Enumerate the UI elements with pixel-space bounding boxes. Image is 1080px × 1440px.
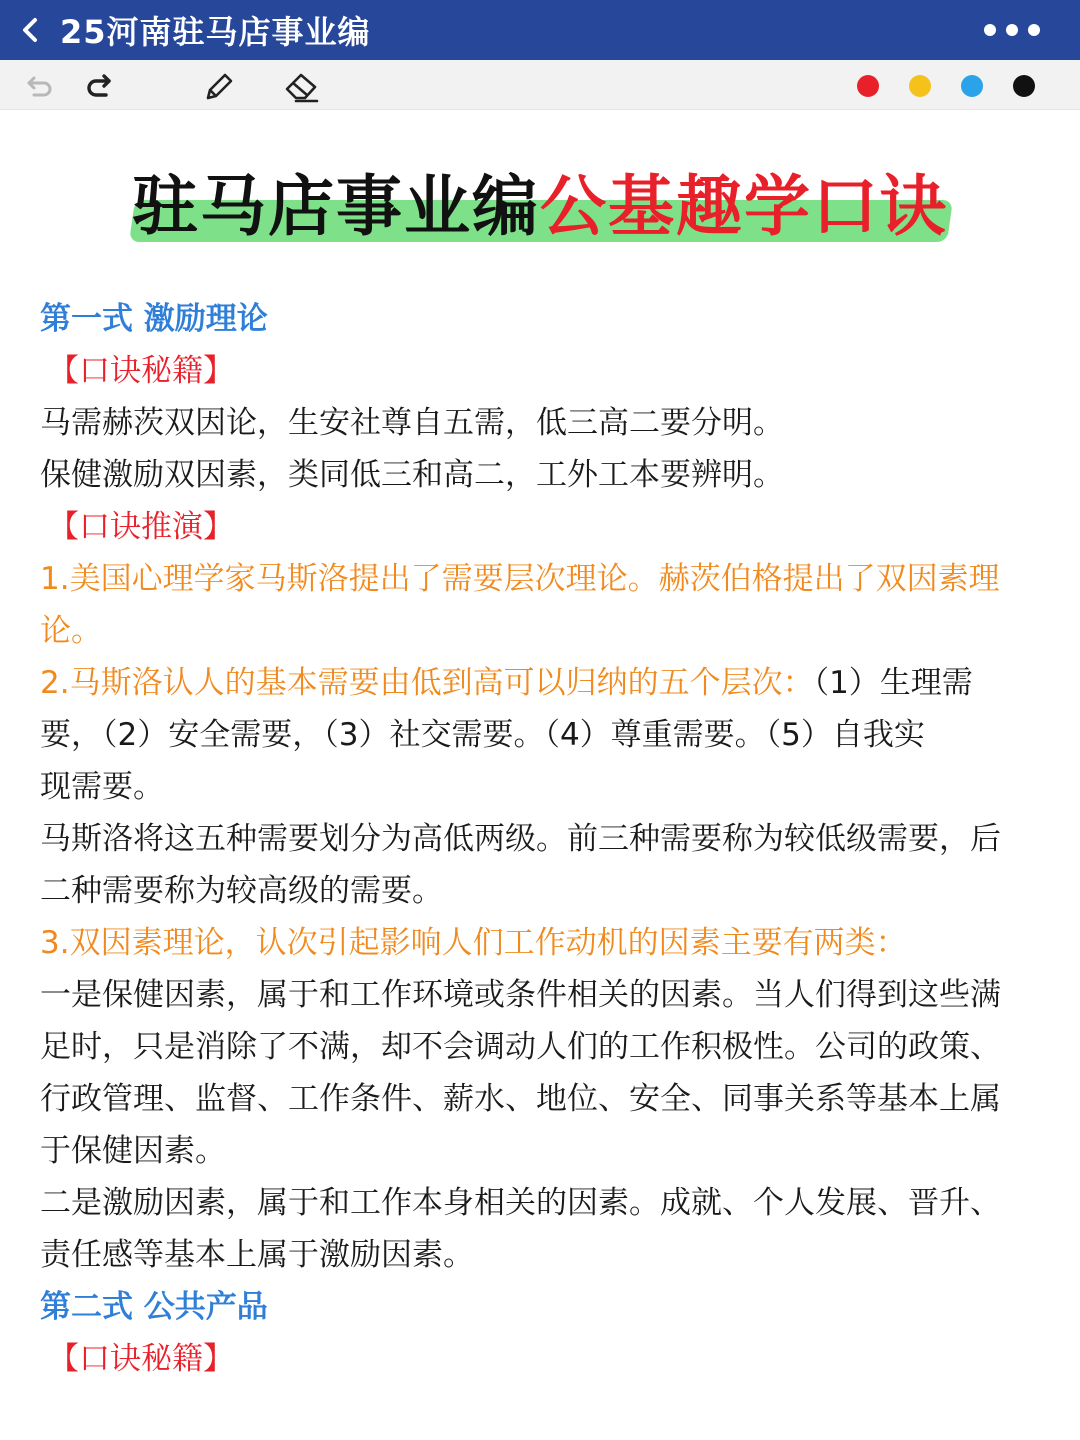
title-part-black: 驻马店事业编 (132, 168, 540, 245)
drawing-toolbar (0, 60, 1080, 110)
app-title: 25河南驻马店事业编 (60, 13, 371, 51)
back-button[interactable] (0, 0, 60, 60)
undo-icon (24, 70, 56, 102)
body-line: 3.双因素理论，认次引起影响人们工作动机的因素主要有两类： (40, 925, 907, 961)
rhyme-line: 马需赫茨双因论，生安社尊自五需，低三高二要分明。 (40, 405, 784, 441)
body-line: 马斯洛将这五种需要划分为高低两级。前三种需要称为较低级需要，后 (40, 821, 1001, 857)
color-swatch-blue[interactable] (961, 75, 983, 97)
section-heading: 第二式 公共产品 (40, 1289, 268, 1325)
body-line: 于保健因素。 (40, 1133, 226, 1169)
document-body (40, 293, 1040, 1385)
body-line: 一是保健因素，属于和工作环境或条件相关的因素。当人们得到这些满 (40, 977, 1001, 1013)
title-part-red: 公基趣学口诀 (540, 168, 948, 245)
section-tag: 【口诀秘籍】 (48, 353, 234, 389)
body-line: 要，（2）安全需要，（3）社交需要。（4）尊重需要。（5）自我实 (40, 717, 925, 753)
body-line: 论。 (40, 613, 102, 649)
document-title (0, 162, 1080, 252)
body-line: 责任感等基本上属于激励因素。 (40, 1237, 474, 1273)
section-tag: 【口诀推演】 (48, 509, 234, 545)
body-line (40, 657, 1040, 709)
body-line: 足时，只是消除了不满，却不会调动人们的工作积极性。公司的政策、 (40, 1029, 1001, 1065)
more-dot-icon (1028, 24, 1040, 36)
redo-button[interactable] (78, 66, 118, 106)
body-line: 二是激励因素，属于和工作本身相关的因素。成就、个人发展、晋升、 (40, 1185, 1001, 1221)
body-line: 行政管理、监督、工作条件、薪水、地位、安全、同事关系等基本上属 (40, 1081, 1001, 1117)
body-line: 二种需要称为较高级的需要。 (40, 873, 443, 909)
app-title-bar (0, 0, 1080, 60)
color-swatch-black[interactable] (1013, 75, 1035, 97)
section-heading: 第一式 激励理论 (40, 301, 268, 337)
section-tag: 【口诀秘籍】 (48, 1341, 234, 1377)
chevron-left-icon (16, 16, 44, 44)
body-line-highlight: 2.马斯洛认人的基本需要由低到高可以归纳的五个层次： (40, 665, 814, 701)
undo-button[interactable] (20, 66, 60, 106)
body-line: 1.美国心理学家马斯洛提出了需要层次理论。赫茨伯格提出了双因素理 (40, 561, 1000, 597)
pencil-tool-button[interactable] (198, 66, 238, 106)
color-swatch-yellow[interactable] (909, 75, 931, 97)
document-canvas (0, 110, 1080, 1440)
color-swatch-red[interactable] (857, 75, 879, 97)
rhyme-line: 保健激励双因素，类同低三和高二，工外工本要辨明。 (40, 457, 784, 493)
pencil-icon (200, 68, 236, 104)
eraser-icon (283, 67, 321, 105)
body-line: 现需要。 (40, 769, 164, 805)
more-dot-icon (1006, 24, 1018, 36)
eraser-tool-button[interactable] (282, 66, 322, 106)
more-options-button[interactable] (984, 18, 1040, 42)
redo-icon (82, 70, 114, 102)
body-line-rest: （1）生理需 (813, 665, 973, 701)
more-dot-icon (984, 24, 996, 36)
